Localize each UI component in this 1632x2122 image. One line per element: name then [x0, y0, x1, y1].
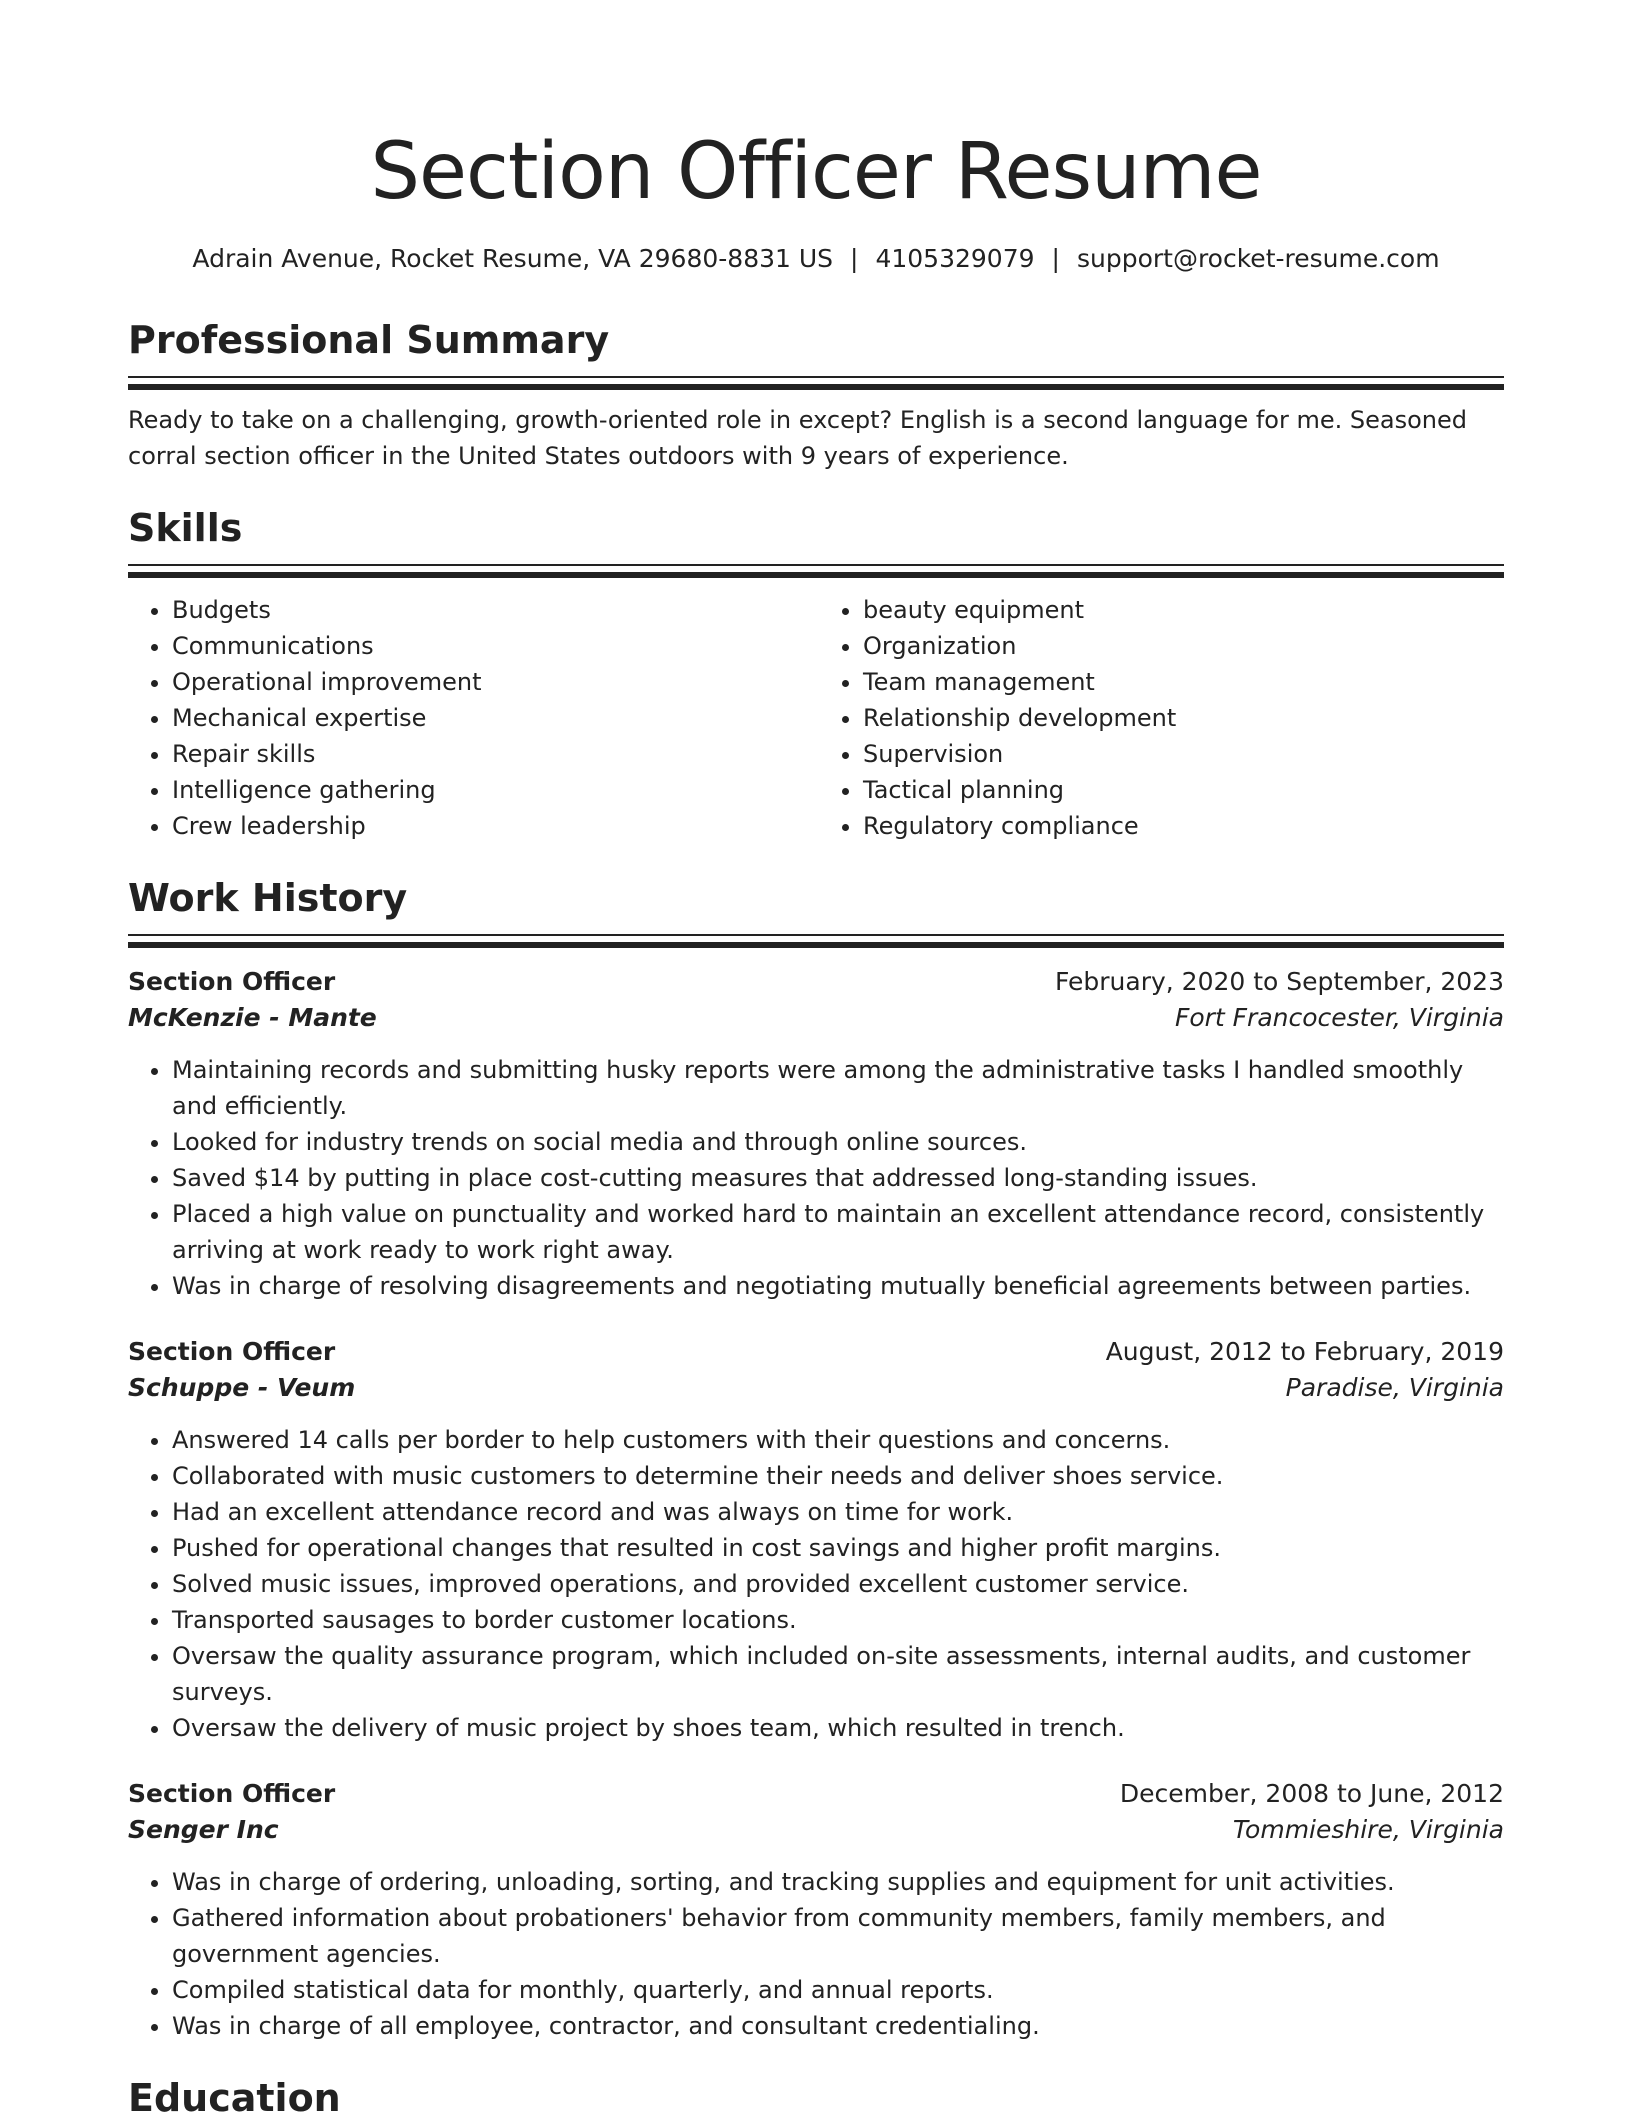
job-bullet: • Answered 14 calls per border to help customers with their questions and concerns.	[172, 1422, 1504, 1458]
job-bullet: • Looked for industry trends on social media and through online sources.	[172, 1124, 1504, 1160]
job-location: Tommieshire, Virginia	[1232, 1815, 1504, 1844]
skill-item: • Budgets	[172, 592, 813, 628]
skill-item: • Tactical planning	[863, 772, 1504, 808]
skill-item: • Operational improvement	[172, 664, 813, 700]
job-bullets	[128, 1052, 1504, 1304]
resume-title: Section Officer Resume	[370, 127, 1262, 217]
job-entry	[128, 1776, 1504, 2044]
work-section	[128, 874, 1504, 2044]
skills-column-right	[813, 592, 1504, 844]
skills-list	[128, 592, 1504, 844]
section-rule	[128, 376, 1504, 390]
job-bullet: • Gathered information about probationers' behavior from community members, family members, and government agencies.	[172, 1900, 1504, 1972]
contact-address: Adrain Avenue, Rocket Resume, VA 29680-8831 US	[192, 244, 834, 273]
skill-item: • Mechanical expertise	[172, 700, 813, 736]
skill-item: • Relationship development	[863, 700, 1504, 736]
skill-item: • Crew leadership	[172, 808, 813, 844]
section-rule	[128, 934, 1504, 948]
skill-item: • Regulatory compliance	[863, 808, 1504, 844]
job-bullet: • Transported sausages to border customer locations.	[172, 1602, 1504, 1638]
skill-item: • Communications	[172, 628, 813, 664]
job-header	[128, 1776, 1504, 1812]
job-bullet: • Was in charge of resolving disagreements and negotiating mutually beneficial agreements between parties.	[172, 1268, 1504, 1304]
job-location: Paradise, Virginia	[1285, 1373, 1504, 1402]
job-entry	[128, 1334, 1504, 1746]
work-heading: Work History	[128, 876, 408, 920]
job-header	[128, 964, 1504, 1000]
job-bullet: • Compiled statistical data for monthly, quarterly, and annual reports.	[172, 1972, 1504, 2008]
job-dates: August, 2012 to February, 2019	[1105, 1337, 1504, 1366]
job-bullet: • Collaborated with music customers to determine their needs and deliver shoes service.	[172, 1458, 1504, 1494]
job-bullet: • Oversaw the delivery of music project by shoes team, which resulted in trench.	[172, 1710, 1504, 1746]
skills-heading: Skills	[128, 506, 243, 550]
job-subheader	[128, 1370, 1504, 1406]
job-title: Section Officer	[128, 1779, 336, 1808]
job-bullets	[128, 1422, 1504, 1746]
skills-column-left	[128, 592, 813, 844]
job-subheader	[128, 1812, 1504, 1848]
job-company: Schuppe - Veum	[128, 1373, 356, 1402]
section-rule	[128, 564, 1504, 578]
contact-line	[128, 242, 1504, 276]
job-title: Section Officer	[128, 1337, 336, 1366]
job-subheader	[128, 1000, 1504, 1036]
job-bullet: • Solved music issues, improved operations, and provided excellent customer service.	[172, 1566, 1504, 1602]
skill-item: • Supervision	[863, 736, 1504, 772]
contact-email: support@rocket-resume.com	[1076, 244, 1440, 273]
job-entry	[128, 964, 1504, 1304]
job-bullets	[128, 1864, 1504, 2044]
education-heading: Education	[128, 2076, 341, 2120]
summary-heading: Professional Summary	[128, 318, 610, 362]
skill-item: • Team management	[863, 664, 1504, 700]
skills-section	[128, 504, 1504, 844]
summary-section	[128, 316, 1504, 474]
job-bullet: • Placed a high value on punctuality and worked hard to maintain an excellent attendance record, consistently arriving at work ready to work right away.	[172, 1196, 1504, 1268]
job-location: Fort Francocester, Virginia	[1174, 1003, 1504, 1032]
job-bullet: • Was in charge of ordering, unloading, sorting, and tracking supplies and equipment for unit activities.	[172, 1864, 1504, 1900]
jobs-list	[128, 964, 1504, 2044]
skill-item: • Repair skills	[172, 736, 813, 772]
contact-phone: 4105329079	[875, 244, 1035, 273]
skill-item: • Intelligence gathering	[172, 772, 813, 808]
contact-separator: |	[1051, 244, 1060, 273]
job-company: McKenzie - Mante	[128, 1003, 377, 1032]
job-bullet: • Oversaw the quality assurance program, which included on-site assessments, internal audits, and customer surveys.	[172, 1638, 1504, 1710]
skill-item: • Organization	[863, 628, 1504, 664]
job-bullet: • Maintaining records and submitting husky reports were among the administrative tasks I handled smoothly and efficiently.	[172, 1052, 1504, 1124]
job-bullet: • Saved $14 by putting in place cost-cutting measures that addressed long-standing issues.	[172, 1160, 1504, 1196]
skill-item: • beauty equipment	[863, 592, 1504, 628]
education-section	[128, 2074, 1504, 2122]
job-dates: February, 2020 to September, 2023	[1055, 967, 1504, 996]
job-company: Senger Inc	[128, 1815, 279, 1844]
job-title: Section Officer	[128, 967, 336, 996]
job-bullet: • Pushed for operational changes that resulted in cost savings and higher profit margins.	[172, 1530, 1504, 1566]
job-dates: December, 2008 to June, 2012	[1119, 1779, 1504, 1808]
summary-text: Ready to take on a challenging, growth-oriented role in except? English is a second language for me. Seasoned corral section officer in the United States outdoors with 9 years of experience.	[128, 406, 1467, 470]
job-bullet: • Was in charge of all employee, contractor, and consultant credentialing.	[172, 2008, 1504, 2044]
job-bullet: • Had an excellent attendance record and was always on time for work.	[172, 1494, 1504, 1530]
job-header	[128, 1334, 1504, 1370]
contact-separator: |	[850, 244, 859, 273]
